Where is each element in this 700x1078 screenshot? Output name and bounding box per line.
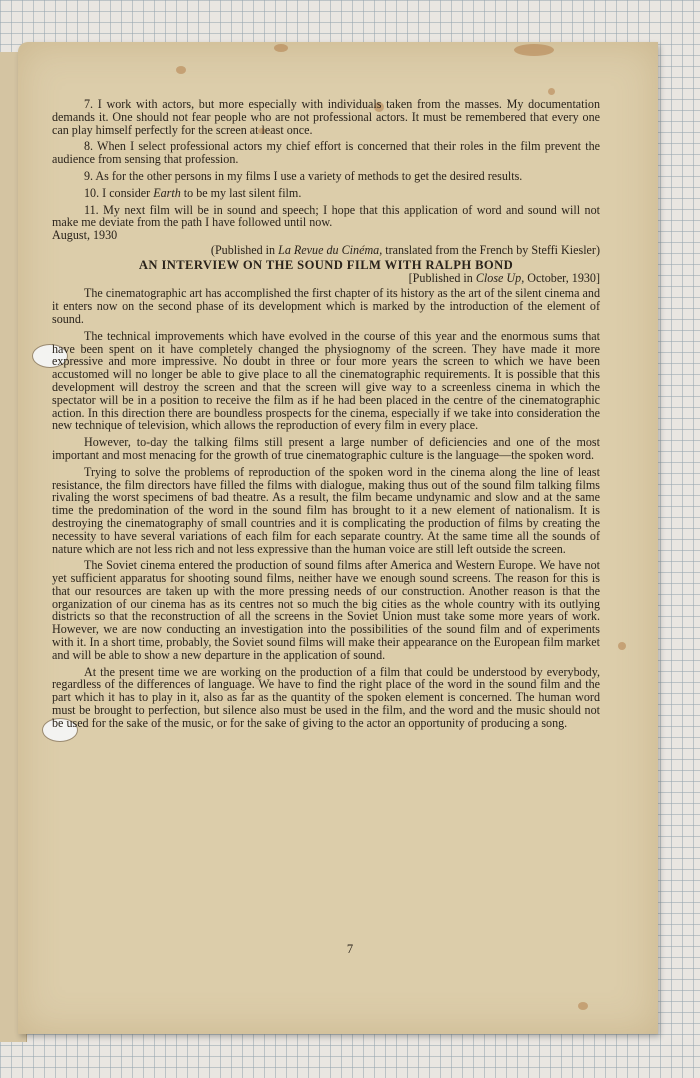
page-number: 7 — [346, 942, 354, 956]
body-paragraph: Trying to solve the problems of reproduction of the spoken word in the cinema along the line of least resistance, the film directors have filled the films with dialogue, making thus out of the sound film talking films rivaling the worst specimens of bad theatre. As a result, the film became undynamic and slow and at the same time the predomination of the word in the sound film has brought to it a new element of nationalism. It is destroying the cinematography of small countries and it is complicating the production of films by creating the necessity to have several variations of each film for each separate country. At the same time all the sounds of nature which are not less rich and not less expressive than the human voice are still left outside the screen. — [52, 464, 600, 556]
page-text — [52, 98, 600, 734]
foxing-spot — [578, 1002, 588, 1010]
body-paragraph: The cinematographic art has accomplished the first chapter of its history as the art of the silent cinema and it enters now on the second phase of its development which is marked by the introduction of the element of sound. — [52, 286, 600, 326]
body-paragraph: The technical improvements which have evolved in the course of this year and the enormous sums that have been spent on it have completely changed the physiognomy of the screen. They have made it more expressive and more impressive. No doubt in three or four more years the screen to which we have been accustomed will no longer be able to give place to all the cinematographic requirements. It is possible that this development will destroy the screen and that the screen will give way to a screenless cinema in which the spectator will be in a position to receive the film as if he had been placed in the centre of the cinematographic action. In this direction there are boundless prospects for the cinema, especially if we take into consideration the new technique of television, which allows the reproduction of every film in every place. — [52, 328, 600, 433]
journal-name: La Revue du Cinéma, — [278, 242, 383, 257]
foxing-spot — [618, 642, 626, 650]
foxing-spot — [548, 88, 555, 95]
credit-line: (Published in La Revue du Cinéma, translated from the French by Steffi Kiesler) — [210, 242, 600, 257]
paragraph-7: 7. I work with actors, but more especially with individuals taken from the masses. My documentation demands it. One should not fear people who are not professional actors. It must be remembered that every one can play himself perfectly for the screen at least once. — [52, 97, 600, 137]
section-heading: AN INTERVIEW ON THE SOUND FILM WITH RALPH BOND — [138, 257, 514, 272]
paragraph-11: 11. My next film will be in sound and speech; I hope that this application of word and sound will not make me deviate from the path I have followed until now. — [52, 202, 600, 230]
paragraph-9: 9. As for the other persons in my films I use a variety of methods to get the desired results. — [84, 168, 523, 183]
date-line: August, 1930 — [52, 228, 118, 243]
publication-note: [Published in Close Up, October, 1930] — [408, 270, 600, 285]
paragraph-10: 10. I consider Earth to be my last silent film. — [84, 185, 302, 200]
body-paragraph: The Soviet cinema entered the production of sound films after America and Western Europe. We have not yet sufficient apparatus for shooting sound films, neither have we enough sound screens. The reason for this is that our resources are taken up with the more pressing needs of our construction. Another reason is that the organization of our cinema has as its centres not so much the big cities as the whole country with its outlying districts so that the reconstruction of all the screens in the Soviet Union must take some more years of work. However, we are now conducting an investigation into the possibilities of the sound film and of experiments with it. In a short time, probably, the Soviet sound films will make their appearance on the European film market and will be able to show a new departure in the application of sound. — [52, 558, 600, 662]
foxing-spot — [514, 44, 554, 56]
journal-name: Close Up, — [475, 270, 525, 285]
body-paragraph: However, to-day the talking films still present a large number of deficiencies and one of the most important and most menacing for the growth of true cinematographic culture is the language—the spoken word. — [52, 435, 600, 462]
film-title: Earth — [153, 185, 181, 200]
paragraph-8: 8. When I select professional actors my chief effort is concerned that their roles in the film prevent the audience from sensing that profession. — [52, 139, 600, 167]
foxing-spot — [274, 44, 288, 52]
body-paragraph: At the present time we are working on the production of a film that could be understood by everybody, regardless of the differences of language. We have to find the right place of the word in the sound film and the part which it has to play in it, also as far as the quantity of the spoken element is concerned. The human word must be brought to perfection, but silence also must be used in the film, and the word and the music should not be used for the sake of the music, or for the sake of giving to the actor an opportunity of producing a song. — [52, 664, 600, 730]
foxing-spot — [176, 66, 186, 74]
